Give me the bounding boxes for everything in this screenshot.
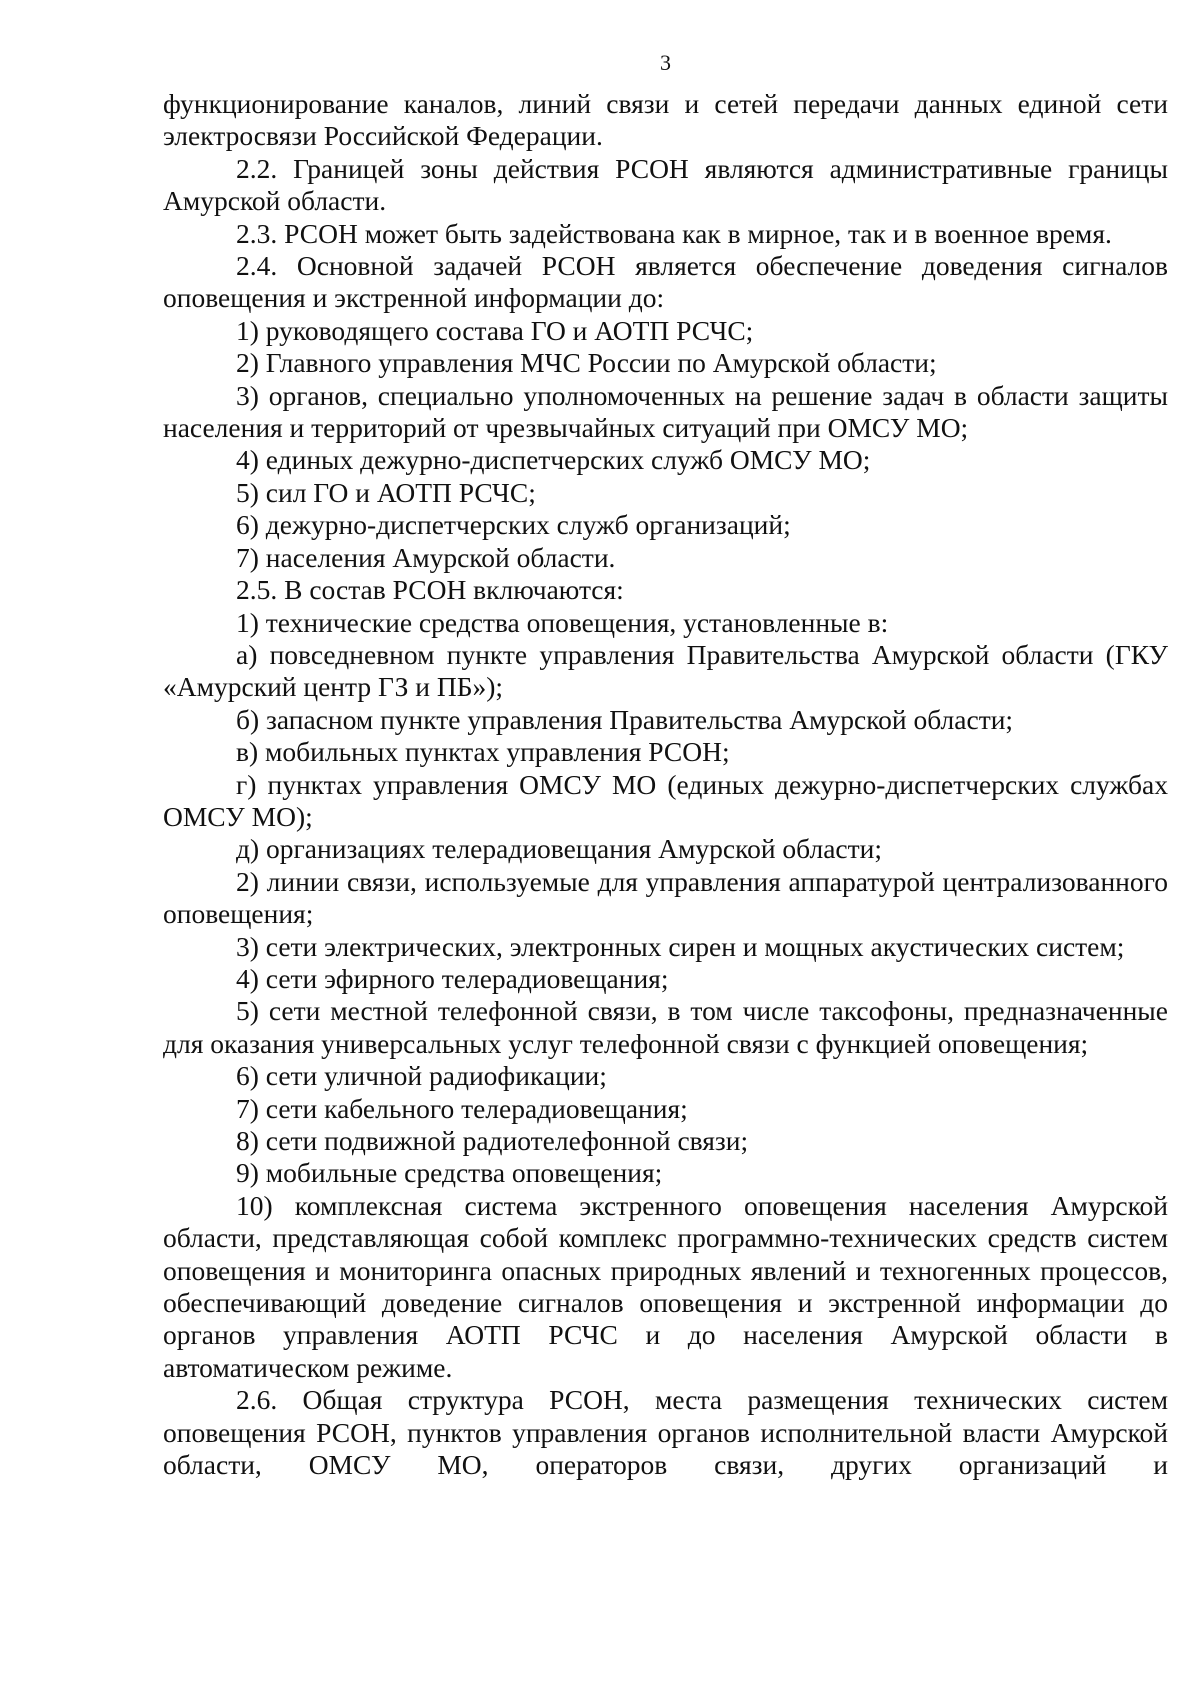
paragraph: 1) руководящего состава ГО и АОТП РСЧС; xyxy=(236,314,754,346)
paragraph: 2.6. Общая структура РСОН, места размещения технических систем оповещения РСОН, пунктов управления органов исполнительной власти Амурской области, ОМСУ МО, операторов связи, других организаций и xyxy=(163,1384,1168,1481)
paragraph: функционирование каналов, линий связи и сетей передачи данных единой сети электросвязи Российской Федерации. xyxy=(163,88,1168,152)
paragraph: 10) комплексная система экстренного оповещения населения Амурской области, представляющая собой комплекс программно-технических средств систем оповещения и мониторинга опасных природных явлений и техногенных процессов, обеспечивающий доведение сигналов оповещения и экстренной информации до органов управления АОТП РСЧС и до населения Амурской области в автоматическом режиме. xyxy=(163,1189,1168,1383)
paragraph: а) повседневном пункте управления Правительства Амурской области (ГКУ «Амурский центр ГЗ и ПБ»); xyxy=(163,638,1168,703)
paragraph: 5) сил ГО и АОТП РСЧС; xyxy=(236,476,536,508)
paragraph: 1) технические средства оповещения, установленные в: xyxy=(236,606,889,638)
paragraph: г) пунктах управления ОМСУ МО (единых дежурно-диспетчерских службах ОМСУ МО); xyxy=(163,768,1168,832)
paragraph: 4) единых дежурно-диспетчерских служб ОМСУ МО; xyxy=(236,444,871,476)
paragraph: 6) дежурно-диспетчерских служб организаций; xyxy=(236,509,791,541)
paragraph: 7) населения Амурской области. xyxy=(236,541,616,573)
paragraph: 2.5. В состав РСОН включаются: xyxy=(236,574,624,606)
paragraph: 2) линии связи, используемые для управления аппаратурой централизованного оповещения; xyxy=(163,865,1168,930)
page-number: 3 xyxy=(660,50,671,75)
paragraph: 4) сети эфирного телерадиовещания; xyxy=(236,962,669,994)
paragraph: 2.3. РСОН может быть задействована как в мирное, так и в военное время. xyxy=(236,217,1112,249)
paragraph: 8) сети подвижной радиотелефонной связи; xyxy=(236,1125,749,1156)
paragraph: 2) Главного управления МЧС России по Амурской области; xyxy=(236,347,937,379)
paragraph: 5) сети местной телефонной связи, в том числе таксофоны, предназначенные для оказания универсальных услуг телефонной связи с функцией оповещения; xyxy=(163,995,1168,1059)
paragraph: 2.4. Основной задачей РСОН является обеспечение доведения сигналов оповещения и экстренной информации до: xyxy=(163,250,1168,314)
document-body xyxy=(163,88,1168,1481)
paragraph: 7) сети кабельного телерадиовещания; xyxy=(236,1092,688,1124)
paragraph: 3) сети электрических, электронных сирен и мощных акустических систем; xyxy=(236,930,1125,962)
paragraph: 9) мобильные средства оповещения; xyxy=(236,1157,663,1189)
paragraph: 3) органов, специально уполномоченных на решение задач в области защиты населения и территорий от чрезвычайных ситуаций при ОМСУ МО; xyxy=(163,379,1168,444)
paragraph: 2.2. Границей зоны действия РСОН являются административные границы Амурской области. xyxy=(163,152,1168,217)
paragraph: д) организациях телерадиовещания Амурской области; xyxy=(236,833,882,865)
paragraph: б) запасном пункте управления Правительства Амурской области; xyxy=(236,703,1014,735)
paragraph: 6) сети уличной радиофикации; xyxy=(236,1060,607,1092)
paragraph: в) мобильных пунктах управления РСОН; xyxy=(236,736,730,768)
